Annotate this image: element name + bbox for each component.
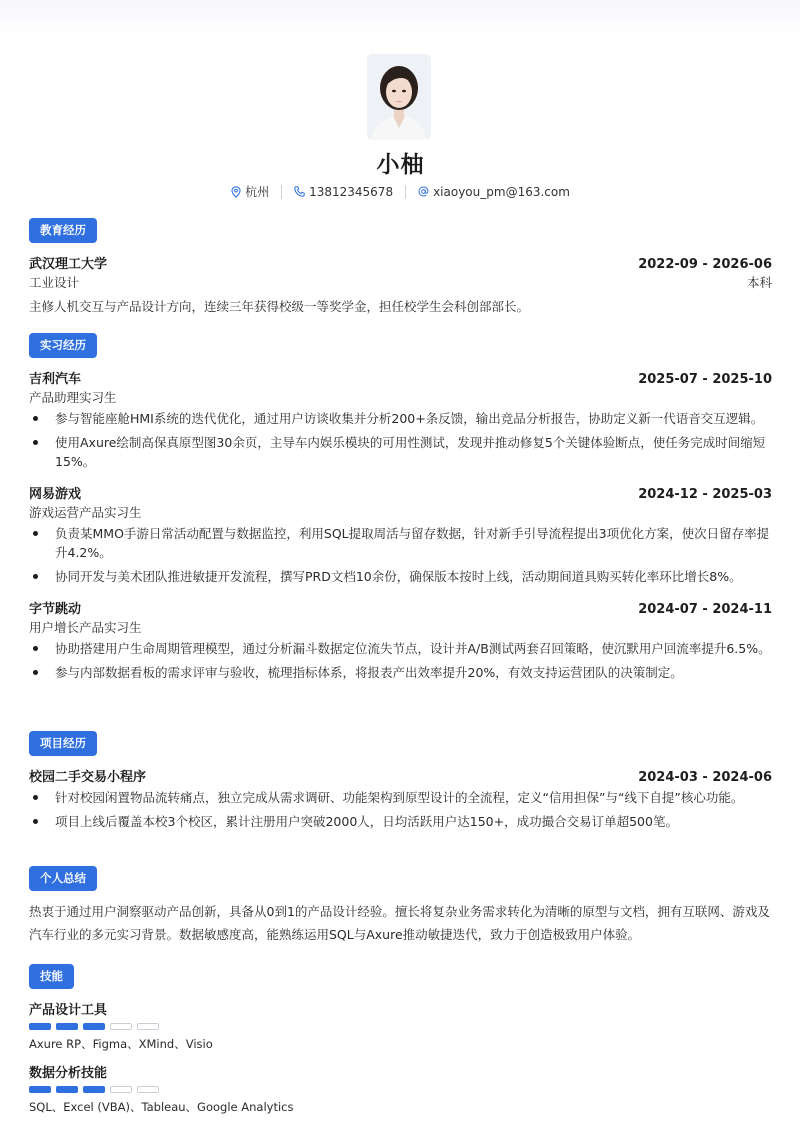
bullet-icon: [33, 574, 38, 579]
skill-bar-filled: [83, 1086, 105, 1093]
bullet-icon: [33, 646, 38, 651]
bullet-text: 协同开发与美术团队推进敏捷开发流程，撰写PRD文档10余份，确保版本按时上线，活动期间道具购买转化率环比增长8%。: [55, 569, 742, 584]
email-text[interactable]: xiaoyou_pm@163.com: [433, 184, 570, 199]
major: 工业设计: [29, 275, 80, 290]
internship-item: [29, 483, 772, 586]
section-heading: 技能: [29, 964, 74, 989]
bullet-icon: [33, 440, 38, 445]
internship-role: 产品助理实习生: [29, 390, 117, 405]
bullet-icon: [33, 416, 38, 421]
skill-bar-filled: [29, 1023, 51, 1030]
list-item: [29, 524, 772, 562]
skill-desc: Axure RP、Figma、XMind、Visio: [29, 1037, 213, 1051]
phone-icon: [294, 186, 305, 197]
section-heading: 项目经历: [29, 731, 97, 756]
at-sign-icon: [418, 186, 429, 197]
skill-bar-empty: [137, 1086, 159, 1093]
contact-phone: [294, 185, 393, 199]
candidate-name: 小柚: [376, 152, 425, 178]
skill-bar-empty: [110, 1086, 132, 1093]
bullet-text: 使用Axure绘制高保真原型图30余页，主导车内娱乐模块的可用性测试，发现并推动修复5个关键体验断点，使任务完成时间缩短15%。: [55, 435, 766, 469]
internship-header: [29, 368, 772, 387]
section-education: [29, 218, 772, 318]
list-item: [29, 639, 772, 658]
skill-level: [29, 1086, 772, 1093]
internship-dates: 2024-12 - 2025-03: [638, 487, 772, 502]
section-summary: [29, 866, 772, 946]
list-item: [29, 812, 772, 831]
skill-bar-filled: [83, 1023, 105, 1030]
internship-dates: 2025-07 - 2025-10: [638, 372, 772, 387]
bullet-text: 参与内部数据看板的需求评审与验收，梳理指标体系，将报表产出效率提升20%，有效支持运营团队的决策制定。: [55, 665, 683, 680]
education-subrow: [29, 273, 772, 291]
skill-name: 数据分析技能: [29, 1066, 108, 1081]
skill-bar-filled: [56, 1086, 78, 1093]
bullet-list: [29, 639, 772, 682]
internship-role: 用户增长产品实习生: [29, 620, 142, 635]
section-projects: [29, 731, 772, 831]
section-skills: [29, 964, 772, 1115]
bullet-text: 参与智能座舱HMI系统的迭代优化，通过用户访谈收集并分析200+条反馈，输出竞品分析报告，协助定义新一代语音交互逻辑。: [55, 411, 764, 426]
bullet-text: 项目上线后覆盖本校3个校区，累计注册用户突破2000人，日均活跃用户达150+，成功撮合交易订单超500笔。: [55, 814, 678, 829]
skill-level: [29, 1023, 772, 1030]
bullet-icon: [33, 795, 38, 800]
bullet-icon: [33, 670, 38, 675]
degree: 本科: [746, 275, 772, 290]
list-item: [29, 409, 772, 428]
skill-bar-empty: [110, 1023, 132, 1030]
internship-header: [29, 483, 772, 502]
education-dates: 2022-09 - 2026-06: [638, 257, 772, 272]
bullet-icon: [33, 819, 38, 824]
list-item: [29, 788, 772, 807]
skill-item: [29, 999, 772, 1052]
contact-divider: [405, 185, 406, 199]
list-item: [29, 567, 772, 586]
skill-bar-filled: [56, 1023, 78, 1030]
contact-divider: [281, 185, 282, 199]
section-heading: 教育经历: [29, 218, 97, 243]
bullet-icon: [33, 531, 38, 536]
education-description: 主修人机交互与产品设计方向，连续三年获得校级一等奖学金，担任校学生会科创部部长。: [29, 299, 530, 314]
skill-bar-empty: [137, 1023, 159, 1030]
company-name: 字节跳动: [29, 602, 82, 617]
project-dates: 2024-03 - 2024-06: [638, 770, 772, 785]
summary-text: 热衷于通过用户洞察驱动产品创新，具备从0到1的产品设计经验。擅长将复杂业务需求转化为清晰的原型与文档，拥有互联网、游戏及汽车行业的多元实习背景。数据敏感度高，能熟练运用SQL与Axure推动敏捷迭代，致力于创造极致用户体验。: [29, 904, 770, 942]
project-header: [29, 766, 772, 785]
skill-item: [29, 1062, 772, 1115]
profile-photo: [367, 54, 431, 140]
internship-role: 游戏运营产品实习生: [29, 505, 142, 520]
section-internships: [29, 333, 772, 682]
company-name: 网易游戏: [29, 487, 82, 502]
contact-email[interactable]: [418, 185, 570, 199]
phone-text: 13812345678: [309, 184, 394, 199]
bullet-text: 协助搭建用户生命周期管理模型，通过分析漏斗数据定位流失节点，设计并A/B测试两套召回策略，使沉默用户回流率提升6.5%。: [55, 641, 771, 656]
contact-info: [29, 183, 772, 200]
location-pin-icon: [231, 186, 241, 198]
project-name: 校园二手交易小程序: [29, 770, 147, 785]
company-name: 吉利汽车: [29, 372, 82, 387]
skill-name: 产品设计工具: [29, 1003, 108, 1018]
bullet-list: [29, 409, 772, 471]
bullet-list: [29, 524, 772, 586]
internship-dates: 2024-07 - 2024-11: [638, 602, 772, 617]
list-item: [29, 663, 772, 682]
internship-item: [29, 598, 772, 682]
internship-header: [29, 598, 772, 617]
section-heading: 个人总结: [29, 866, 97, 891]
bullet-text: 负责某MMO手游日常活动配置与数据监控，利用SQL提取周活与留存数据，针对新手引导流程提出3项优化方案，使次日留存率提升4.2%。: [55, 526, 770, 560]
internship-item: [29, 368, 772, 471]
list-item: [29, 433, 772, 471]
location-text: 杭州: [245, 185, 270, 199]
project-item: [29, 766, 772, 831]
skill-desc: SQL、Excel (VBA)、Tableau、Google Analytics: [29, 1100, 294, 1114]
section-heading: 实习经历: [29, 333, 97, 358]
education-row: [29, 253, 772, 272]
contact-location: [231, 183, 269, 200]
bullet-list: [29, 788, 772, 831]
skill-bar-filled: [29, 1086, 51, 1093]
school-name: 武汉理工大学: [29, 257, 108, 272]
bullet-text: 针对校园闲置物品流转痛点，独立完成从需求调研、功能架构到原型设计的全流程，定义“信用担保”与“线下自提”核心功能。: [55, 790, 744, 805]
profile-photo-image: [367, 54, 431, 140]
